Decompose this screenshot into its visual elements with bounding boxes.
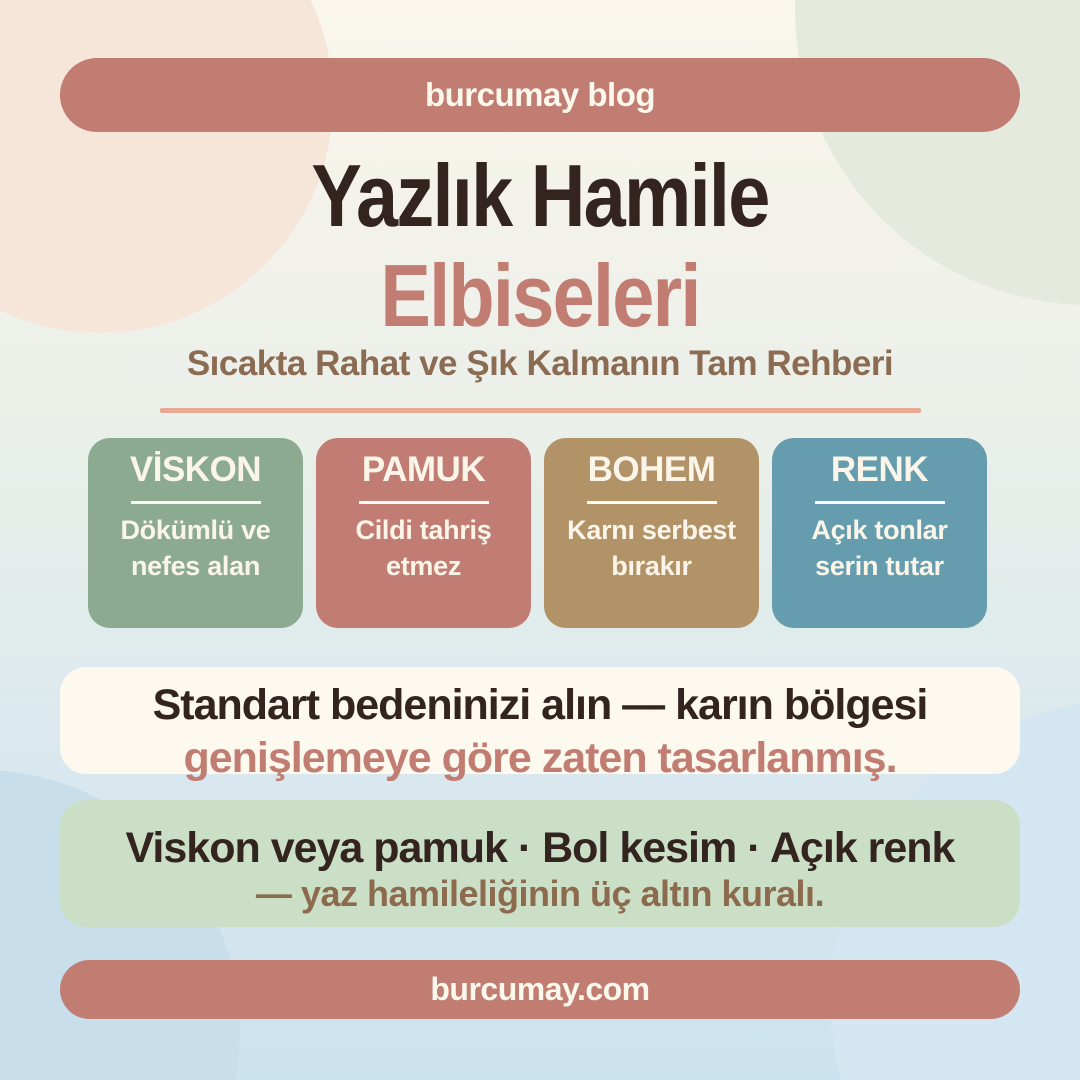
- footer-badge: [60, 960, 1020, 1019]
- benefit-card-divider: [359, 501, 489, 504]
- subtitle-divider: [160, 408, 921, 413]
- benefit-card-title: RENK: [830, 450, 929, 489]
- benefit-card-1: [88, 438, 303, 628]
- benefit-card-divider: [587, 501, 717, 504]
- golden-rules-box: [60, 800, 1020, 927]
- page-title-line1: Yazlık Hamile: [311, 146, 769, 245]
- fit-note-box: [60, 667, 1020, 782]
- fit-note-line1: Standart bedeninizi alın — karın bölgesi: [152, 681, 928, 729]
- benefit-card-4: [772, 438, 987, 628]
- benefit-card-title: VİSKON: [129, 450, 262, 489]
- golden-rules-line2: — yaz hamileliğinin üç altın kuralı.: [255, 873, 825, 914]
- benefit-card-body: Açık tonlar serin tutar: [811, 515, 948, 581]
- benefit-card-divider: [815, 501, 945, 504]
- footer-badge-label: burcumay.com: [430, 971, 650, 1007]
- header-badge-label: burcumay blog: [424, 76, 656, 113]
- page-title-line2: Elbiseleri: [380, 246, 700, 345]
- header-badge: [60, 58, 1020, 132]
- fit-note-line2: genişlemeye göre zaten tasarlanmış.: [183, 734, 897, 782]
- benefit-cards: [88, 438, 987, 628]
- golden-rules-line1: Viskon veya pamuk · Bol kesim · Açık renk: [125, 824, 955, 872]
- page-subtitle: Sıcakta Rahat ve Şık Kalmanın Tam Rehberi: [186, 344, 894, 383]
- benefit-card-body: Karnı serbest bırakır: [567, 515, 736, 581]
- benefit-card-title: BOHEM: [587, 450, 716, 489]
- benefit-card-3: [544, 438, 759, 628]
- page-title: [76, 146, 1005, 346]
- benefit-card-title: PAMUK: [361, 450, 486, 489]
- benefit-card-body: Cildi tahriş etmez: [355, 515, 492, 581]
- benefit-card-divider: [131, 501, 261, 504]
- benefit-card-2: [316, 438, 531, 628]
- benefit-card-body: Dökümlü ve nefes alan: [120, 515, 271, 581]
